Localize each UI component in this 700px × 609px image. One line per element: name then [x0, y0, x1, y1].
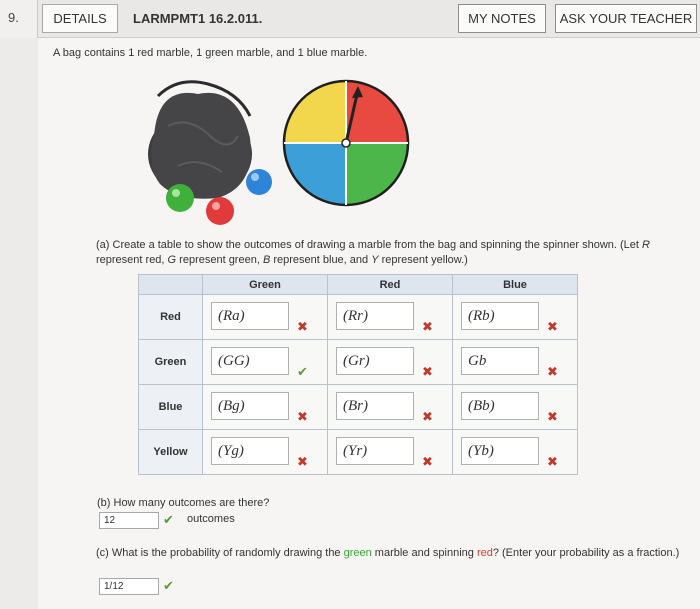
incorrect-x-icon: ✖ [547, 364, 558, 379]
incorrect-x-icon: ✖ [422, 409, 433, 424]
outcome-answer-input[interactable]: (Bg) [211, 392, 289, 420]
incorrect-x-icon: ✖ [297, 409, 308, 424]
intro-text: A bag contains 1 red marble, 1 green marble, and 1 blue marble. [53, 47, 368, 59]
table-cell [453, 295, 578, 340]
table-row [139, 295, 578, 340]
spinner-image [280, 78, 412, 208]
check-icon: ✔ [297, 364, 308, 379]
incorrect-x-icon: ✖ [422, 364, 433, 379]
column-header: Red [328, 275, 453, 295]
row-header: Green [139, 340, 203, 385]
table-cell [203, 295, 328, 340]
incorrect-x-icon: ✖ [422, 454, 433, 469]
check-icon: ✔ [163, 512, 174, 527]
table-row [139, 430, 578, 475]
table-cell [453, 430, 578, 475]
table-row [139, 340, 578, 385]
marble-bag-image [138, 76, 278, 226]
row-header: Blue [139, 385, 203, 430]
question-number: 9. [0, 0, 38, 38]
table-cell [203, 385, 328, 430]
probability-input[interactable]: 1/12 [99, 578, 159, 595]
details-button[interactable]: DETAILS [42, 4, 118, 33]
table-cell [453, 340, 578, 385]
check-icon: ✔ [163, 578, 174, 593]
incorrect-x-icon: ✖ [422, 319, 433, 334]
ask-teacher-button[interactable]: ASK YOUR TEACHER [555, 4, 697, 33]
outcome-answer-input[interactable]: (Rb) [461, 302, 539, 330]
outcome-answer-input[interactable]: (Ra) [211, 302, 289, 330]
table-cell [203, 430, 328, 475]
part-b-prompt: (b) How many outcomes are there? [97, 497, 270, 509]
red-marble-icon [206, 197, 234, 225]
table-cell [328, 385, 453, 430]
table-corner [139, 275, 203, 295]
outcomes-table [138, 274, 578, 475]
question-title: LARMPMT1 16.2.011. [133, 11, 263, 26]
table-cell [328, 340, 453, 385]
incorrect-x-icon: ✖ [297, 319, 308, 334]
table-cell [328, 430, 453, 475]
outcome-answer-input[interactable]: (Br) [336, 392, 414, 420]
incorrect-x-icon: ✖ [297, 454, 308, 469]
outcome-answer-input[interactable]: (Yr) [336, 437, 414, 465]
row-header: Yellow [139, 430, 203, 475]
table-cell [203, 340, 328, 385]
outcome-answer-input[interactable]: (Gr) [336, 347, 414, 375]
outcomes-unit-label: outcomes [187, 513, 235, 525]
outcome-answer-input[interactable]: Gb [461, 347, 539, 375]
outcomes-count-input[interactable]: 12 [99, 512, 159, 529]
bag-illustration [138, 76, 278, 226]
column-header: Green [203, 275, 328, 295]
spinner-illustration [280, 78, 412, 208]
incorrect-x-icon: ✖ [547, 409, 558, 424]
table-header-row [139, 275, 578, 295]
table-row [139, 385, 578, 430]
column-header: Blue [453, 275, 578, 295]
incorrect-x-icon: ✖ [547, 319, 558, 334]
table-cell [453, 385, 578, 430]
part-c-prompt: (c) What is the probability of randomly drawing the green marble and spinning red? (Enter your probability as a fraction.) [96, 547, 680, 559]
incorrect-x-icon: ✖ [547, 454, 558, 469]
outcome-answer-input[interactable]: (Rr) [336, 302, 414, 330]
outcome-answer-input[interactable]: (Bb) [461, 392, 539, 420]
outcome-answer-input[interactable]: (GG) [211, 347, 289, 375]
part-a-prompt: (a) Create a table to show the outcomes of drawing a marble from the bag and spinning the spinner shown. (Let R represent red, G represent green, B represent blue, and Y represent yellow.) [96, 239, 650, 266]
table-cell [328, 295, 453, 340]
outcome-answer-input[interactable]: (Yb) [461, 437, 539, 465]
outcome-answer-input[interactable]: (Yg) [211, 437, 289, 465]
my-notes-button[interactable]: MY NOTES [458, 4, 546, 33]
blue-marble-icon [246, 169, 272, 195]
question-header [0, 0, 700, 38]
green-marble-icon [166, 184, 194, 212]
row-header: Red [139, 295, 203, 340]
